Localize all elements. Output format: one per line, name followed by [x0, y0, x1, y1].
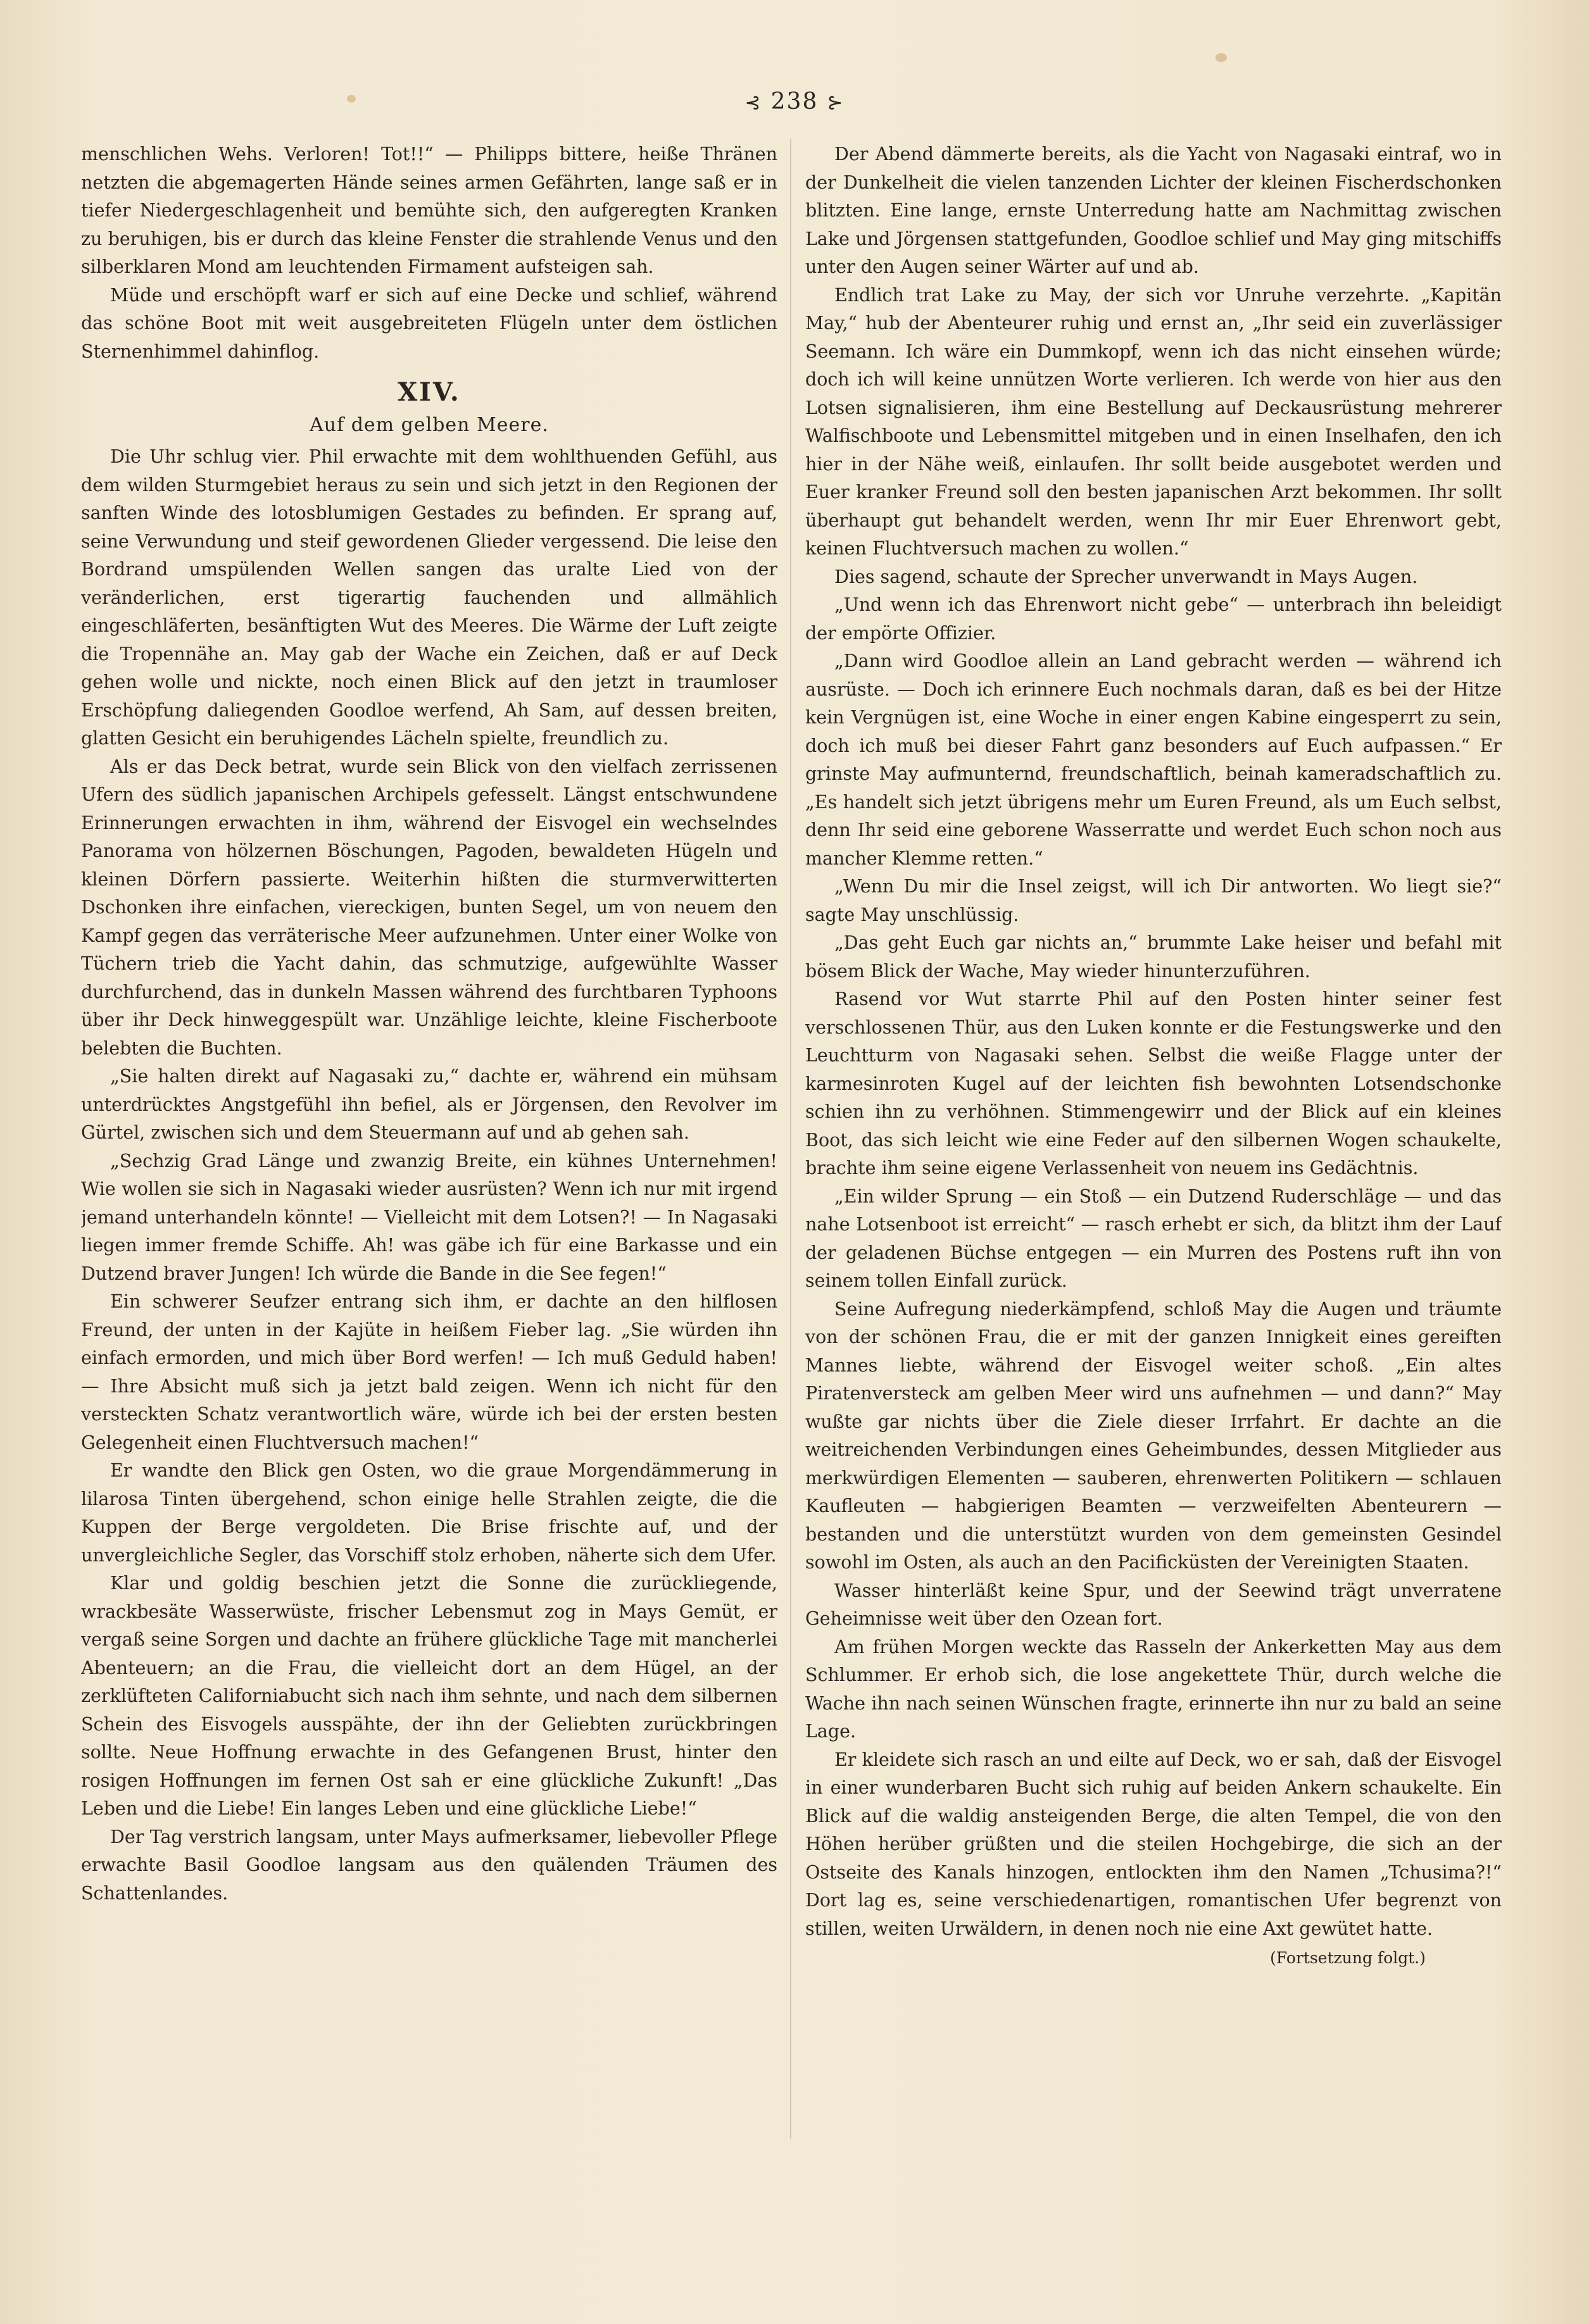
page-header [0, 89, 1589, 115]
paragraph: „Sie halten direkt auf Nagasaki zu,“ dachte er, während ein mühsam unterdrücktes Angstgefühl ihn befiel, als er Jörgensen, den Revolver im Gürtel, zwischen sich und dem Steuermann auf und ab gehen sah. [81, 1066, 777, 1143]
paragraph: menschlichen Wehs. Verloren! Tot!!“ — Philipps bittere, heiße Thränen netzten die abgemagerten Hände seines armen Gefährten, lange saß er in tiefer Niedergeschlagenheit und bemühte sich, den aufgeregten Kranken zu beruhigen, bis er durch das kleine Fenster die strahlende Venus und den silberklaren Mond am leuchtenden Firmament aufsteigen sah. [81, 144, 777, 277]
paper-stain [1215, 53, 1227, 62]
paragraph: Klar und goldig beschien jetzt die Sonne die zurückliegende, wrackbesäte Wasserwüste, frischer Lebensmut zog in Mays Gemüt, er vergaß seine Sorgen und dachte an frühere glückliche Tage mit mancherlei Abenteuern; an die Frau, die vielleicht dort an dem Hügel, an der zerklüfteten Californiabucht sich nach ihm sehnte, und nach dem silbernen Schein des Eisvogels ausspähte, der ihn der Geliebten zurückbringen sollte. Neue Hoffnung erwachte in des Gefangenen Brust, hinter den rosigen Hoffnungen im fernen Ost sah er eine glückliche Zukunft! „Das Leben und die Liebe! Ein langes Leben und eine glückliche Liebe!“ [81, 1573, 777, 1819]
paragraph: Am frühen Morgen weckte das Rasseln der Ankerketten May aus dem Schlummer. Er erhob sich, die lose angekettete Thür, durch welche die Wache ihn nach seinen Wünschen fragte, erinnerte ihn nur zu bald an seine Lage. [805, 1636, 1502, 1742]
paragraph: Er kleidete sich rasch an und eilte auf Deck, wo er sah, daß der Eisvogel in einer wunderbaren Bucht sich ruhig auf beiden Ankern schaukelte. Ein Blick auf die waldig ansteigenden Berge, die alten Tempel, die von den Höhen herüber grüßten und die steilen Hochgebirge, die sich an der Ostseite des Kanals hinzogen, entlockten ihm den Namen „Tchusima?!“ Dort lag es, seine verschiedenartigen, romantischen Ufer begrenzt von stillen, weiten Urwäldern, in denen noch nie eine Axt gewütet hatte. [805, 1749, 1502, 1939]
paragraph: „Wenn Du mir die Insel zeigst, will ich Dir antworten. Wo liegt sie?“ sagte May unschlüssig. [805, 876, 1502, 925]
ornament-left: ⊰ [744, 92, 762, 114]
paragraph: Der Abend dämmerte bereits, als die Yacht von Nagasaki eintraf, wo in der Dunkelheit die vielen tanzenden Lichter der kleinen Fischerdschonken blitzten. Eine lange, ernste Unterredung hatte am Nachmittag zwischen Lake und Jörgensen stattgefunden, Goodloe schlief und May ging mitschiffs unter den Augen seiner Wärter auf und ab. [805, 144, 1502, 277]
chapter-title: Auf dem gelben Meere. [310, 414, 549, 436]
paragraph: Der Tag verstrich langsam, unter Mays aufmerksamer, liebevoller Pflege erwachte Basil Goodloe langsam aus den quälenden Träumen des Schattenlandes. [81, 1826, 777, 1904]
paragraph: Die Uhr schlug vier. Phil erwachte mit dem wohlthuenden Gefühl, aus dem wilden Sturmgebiet heraus zu sein und sich jetzt in den Regionen der sanften Winde des lotosblumigen Gestades zu befinden. Er sprang auf, seine Verwundung und steif gewordenen Glieder vergessend. Die leise den Bordrand umspülenden Wellen sangen das uralte Lied von der veränderlichen, erst tigerartig fauchenden und allmählich eingeschläferten, besänftigten Wut des Meeres. Die Wärme der Luft zeigte die Tropennähe an. May gab der Wache ein Zeichen, daß er auf Deck gehen wolle und nickte, noch einen Blick auf den jetzt in traumloser Erschöpfung daliegenden Goodloe werfend, Ah Sam, auf dessen breiten, glatten Gesicht ein beruhigendes Lächeln spielte, freundlich zu. [81, 446, 777, 749]
column-divider [790, 139, 791, 2139]
paragraph: „Und wenn ich das Ehrenwort nicht gebe“ — unterbrach ihn beleidigt der empörte Offizier. [805, 594, 1502, 644]
paragraph: Endlich trat Lake zu May, der sich vor Unruhe verzehrte. „Kapitän May,“ hub der Abenteurer ruhig und ernst an, „Ihr seid ein zuverlässiger Seemann. Ich wäre ein Dummkopf, wenn ich das nicht einsehen würde; doch ich will keine unnützen Worte verlieren. Ich werde von hier aus den Lotsen signalisieren, ihm eine Bestellung auf Deckausrüstung mehrerer Walfischboote und Lebensmittel mitgeben und in einen Inselhafen, den ich hier in der Nähe weiß, einlaufen. Ihr sollt beide ausgebotet werden und Euer kranker Freund soll den besten japanischen Arzt bekommen. Ihr sollt überhaupt gut behandelt werden, wenn Ihr mir Euer Ehrenwort gebt, keinen Fluchtversuch machen zu wollen.“ [805, 284, 1502, 559]
paragraph: Müde und erschöpft warf er sich auf eine Decke und schlief, während das schöne Boot mit weit ausgebreiteten Flügeln unter dem östlichen Sternenhimmel dahinflog. [81, 284, 777, 362]
page-number: 238 [770, 89, 819, 115]
left-column [81, 141, 777, 2134]
paragraph: Seine Aufregung niederkämpfend, schloß May die Augen und träumte von der schönen Frau, die er mit der ganzen Innigkeit eines gereiften Mannes liebte, während der Eisvogel weiter schoß. „Ein altes Piratenversteck am gelben Meer wird uns aufnehmen — und dann?“ May wußte gar nichts über die Ziele dieser Irrfahrt. Er dachte an die weitreichenden Verbindungen eines Geheimbundes, dessen Mitglieder aus merkwürdigen Elementen — sauberen, ehrenwerten Politikern — schlauen Kaufleuten — habgierigen Beamten — verzweifelten Abenteurern — bestanden und die unterstützt wurden von dem gemeinsten Gesindel sowohl im Osten, als auch an den Pacificküsten der Vereinigten Staaten. [805, 1298, 1502, 1573]
paragraph: Er wandte den Blick gen Osten, wo die graue Morgendämmerung in lilarosa Tinten übergehend, schon einige helle Strahlen zeigte, die die Kuppen der Berge vergoldeten. Die Brise frischte auf, und der unvergleichliche Segler, das Vorschiff stolz erhoben, näherte sich dem Ufer. [81, 1460, 777, 1566]
paragraph: Dies sagend, schaute der Sprecher unverwandt in Mays Augen. [834, 566, 1418, 587]
continuation-note: (Fortsetzung folgt.) [1270, 1949, 1426, 1967]
paragraph: Wasser hinterläßt keine Spur, und der Seewind trägt unverratene Geheimnisse weit über den Ozean fort. [805, 1580, 1502, 1629]
paragraph: Ein schwerer Seufzer entrang sich ihm, er dachte an den hilflosen Freund, der unten in der Kajüte in heißem Fieber lag. „Sie würden ihn einfach ermorden, und mich über Bord werfen! — Ich muß Geduld haben! — Ihre Absicht muß sich ja jetzt bald zeigen. Wenn ich nicht für den versteckten Schatz verantwortlich wäre, würde ich bei der ersten besten Gelegenheit einen Fluchtversuch machen!“ [81, 1291, 777, 1453]
paragraph: „Sechzig Grad Länge und zwanzig Breite, ein kühnes Unternehmen! Wie wollen sie sich in Nagasaki wieder ausrüsten? Wenn ich nur mit irgend jemand unterhandeln könnte! — Vielleicht mit dem Lotsen?! — In Nagasaki liegen immer fremde Schiffe. Ah! was gäbe ich für eine Barkasse und ein Dutzend braver Jungen! Ich würde die Bande in die See fegen!“ [81, 1150, 777, 1284]
paragraph: „Das geht Euch gar nichts an,“ brummte Lake heiser und befahl mit bösem Blick der Wache, May wieder hinunterzuführen. [805, 932, 1502, 982]
paragraph: „Ein wilder Sprung — ein Stoß — ein Dutzend Ruderschläge — und das nahe Lotsenboot ist erreicht“ — rasch erhebt er sich, da blitzt ihm der Lauf der geladenen Büchse entgegen — ein Murren des Postens ruft ihn von seinem tollen Einfall zurück. [805, 1185, 1502, 1291]
chapter-number: XIV. [398, 377, 461, 407]
paragraph: Rasend vor Wut starrte Phil auf den Posten hinter seiner fest verschlossenen Thür, aus den Luken konnte er die Festungswerke und den Leuchtturm von Nagasaki sehen. Selbst die weiße Flagge unter der karmesinroten Kugel auf der leichten fish bewohnten Lotsendschonke schien ihn zu verhöhnen. Stimmengewirr und der Blick auf ein kleines Boot, das sich leicht wie eine Feder auf den silbernen Wogen schaukelte, brachte ihm seine eigene Verlassenheit von neuem ins Gedächtnis. [805, 989, 1502, 1178]
ornament-right: ⊱ [827, 92, 845, 114]
paragraph: „Dann wird Goodloe allein an Land gebracht werden — während ich ausrüste. — Doch ich erinnere Euch nochmals daran, daß es bei der Hitze kein Vergnügen ist, eine Woche in einer engen Kabine eingesperrt zu sein, doch ich muß bei dieser Fahrt ganz besonders auf Euch aufpassen.“ Er grinste May aufmunternd, freundschaftlich, beinah kameradschaftlich zu. „Es handelt sich jetzt übrigens mehr um Euren Freund, als um Euch selbst, denn Ihr seid eine geborene Wasserratte und werdet Euch schon noch aus mancher Klemme retten.“ [805, 651, 1502, 869]
right-column [805, 141, 1502, 2134]
paragraph: Als er das Deck betrat, wurde sein Blick von den vielfach zerrissenen Ufern des südlich japanischen Archipels gefesselt. Längst entschwundene Erinnerungen erwachten in ihm, während der Eisvogel ein wechselndes Panorama von hölzernen Böschungen, Pagoden, bewaldeten Hügeln und kleinen Dörfern passierte. Weiterhin hißten die sturmverwitterten Dschonken ihre einfachen, viereckigen, bunten Segel, um von neuem den Kampf gegen das verräterische Meer aufzunehmen. Unter einer Wolke von Tüchern trieb die Yacht dahin, das schmutzige, aufgewühlte Wasser durchfurchend, das in dunkeln Massen während des furchtbaren Typhoons über ihr Deck hinweggespült war. Unzählige leichte, kleine Fischerboote belebten die Buchten. [81, 756, 777, 1059]
